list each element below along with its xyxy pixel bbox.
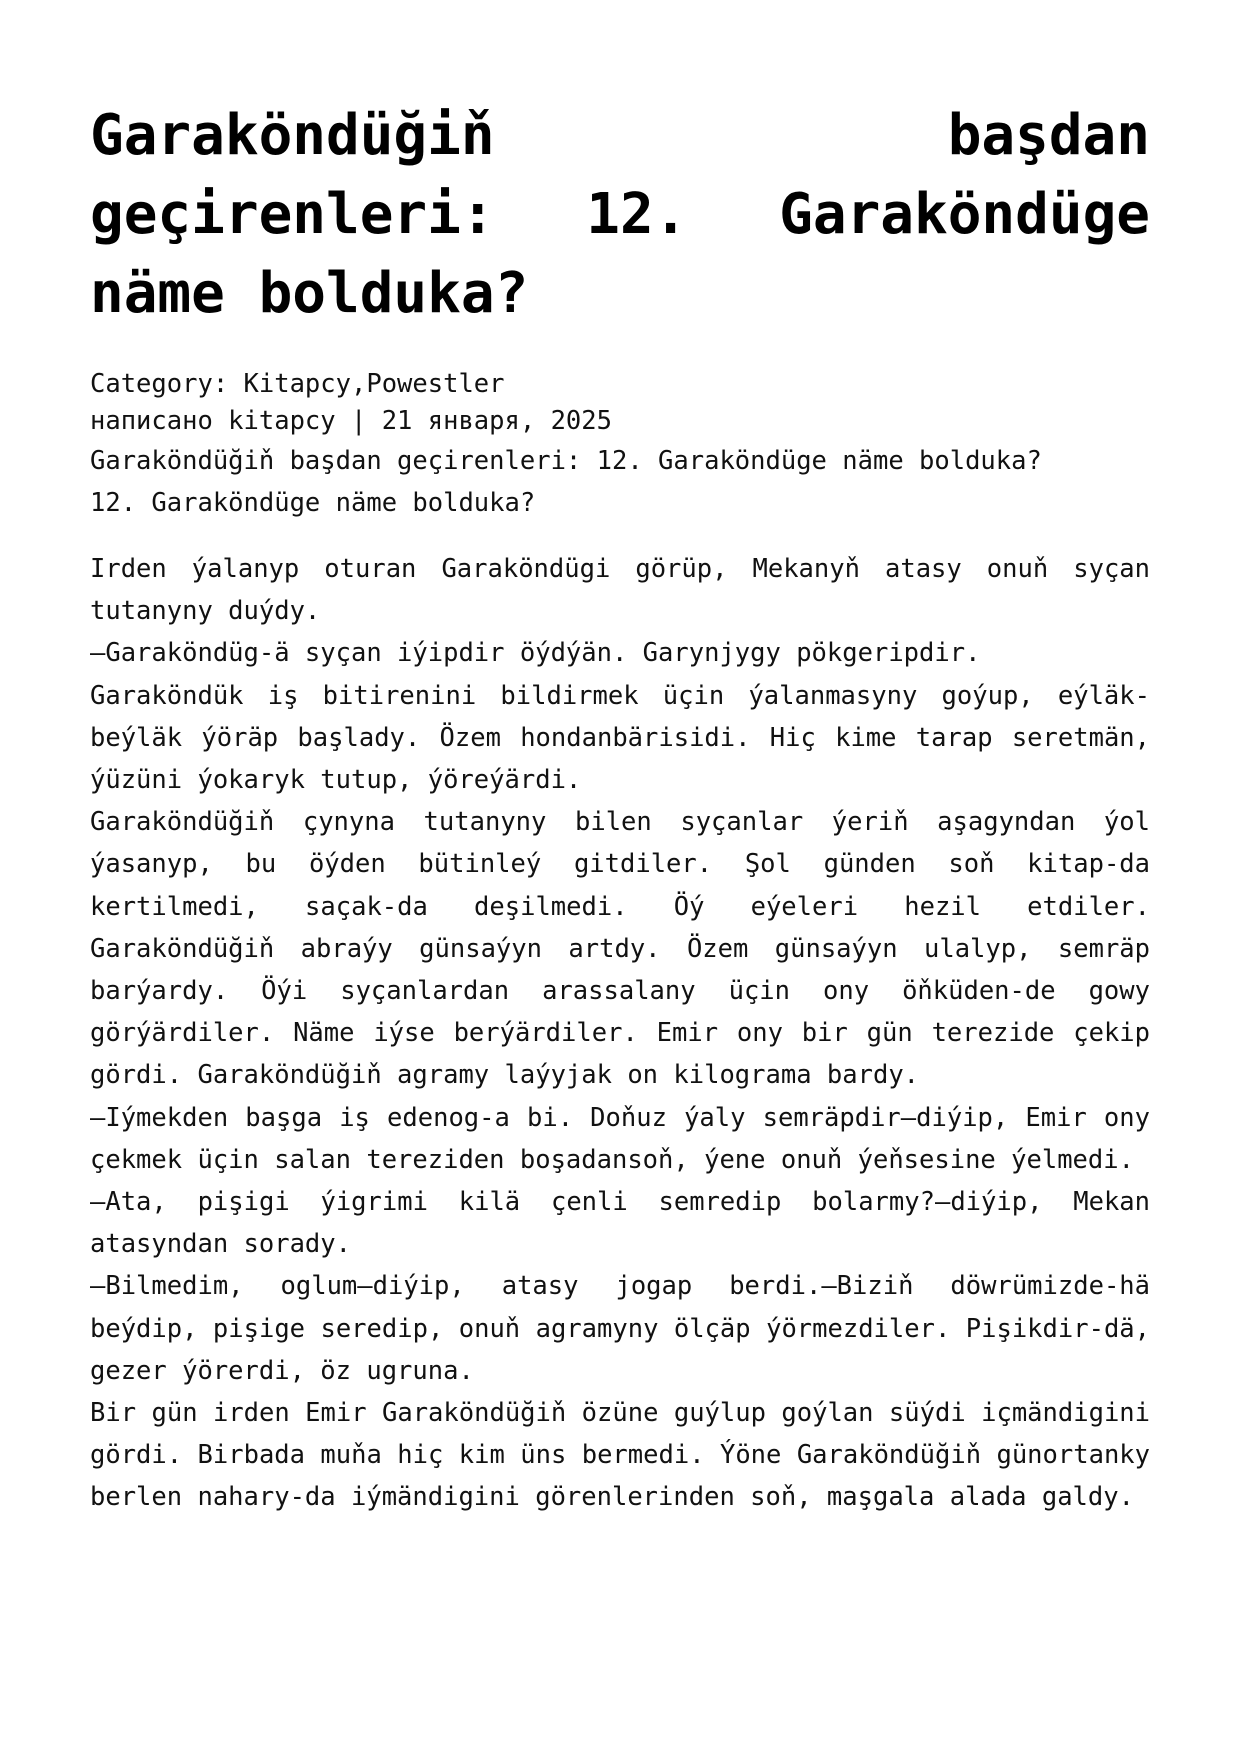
paragraph: Garaköndüğiň çynyna tutanyny bilen syçanlar ýeriň aşagyndan ýol ýasanyp, bu öýden bütinleý gitdiler. Şol günden soň kitap-da kertilmedi, saçak-da deşilmedi. Öý eýeleri hezil etdiler. Garaköndüğiň abraýy günsaýyn artdy. Özem günsaýyn ulalyp, semräp barýardy. Öýi syçanlardan arassalany üçin ony öňküden-de gowy görýärdiler. Näme iýse berýärdiler. Emir ony bir gün terezide çekip gördi. Garaköndüğiň agramy laýyjak on kilograma bardy. bbox=[90, 807, 1150, 1091]
subtitle-block bbox=[90, 440, 1150, 524]
article bbox=[90, 96, 1150, 1519]
article-body bbox=[90, 548, 1150, 1519]
paragraph: Garaköndük iş bitirenini bildirmek üçin ýalanmasyny goýup, eýläk-beýläk ýöräp başlady. Özem hondanbärisidi. Hiç kime tarap seretmän, ýüzüni ýokaryk tutup, ýöreýärdi. bbox=[90, 680, 1150, 796]
subtitle-full: Garaköndüğiň başdan geçirenleri: 12. Garaköndüge näme bolduka? bbox=[90, 446, 1042, 476]
paragraph: —Iýmekden başga iş edenog-a bi. Doňuz ýaly semräpdir—diýip, Emir ony çekmek üçin salan tereziden boşadansoň, ýene onuň ýeňsesine ýelmedi. bbox=[90, 1102, 1150, 1175]
paragraph: Bir gün irden Emir Garaköndüğiň özüne guýlup goýlan süýdi içmändigini gördi. Birbada muňa hiç kim üns bermedi. Ýöne Garaköndüğiň günortanky berlen nahary-da iýmändigini görenlerinden soň, maşgala alada galdy. bbox=[90, 1398, 1150, 1513]
article-title: Garaköndüğiň başdan geçirenleri: 12. Garaköndüge näme bolduka? bbox=[90, 103, 1150, 326]
subtitle-chapter: 12. Garaköndüge näme bolduka? bbox=[90, 488, 536, 518]
category-line: Category: Kitapcy,Powestler bbox=[90, 369, 505, 399]
paragraph: —Garaköndüg-ä syçan iýipdir öýdýän. Garynjygy pökgeripdir. bbox=[90, 638, 981, 669]
paragraph: —Bilmedim, oglum—diýip, atasy jogap berdi.—Biziň döwrümizde-hä beýdip, pişige seredip, onuň agramyny ölçäp ýörmezdiler. Pişikdir-dä, gezer ýörerdi, öz ugruna. bbox=[90, 1271, 1150, 1386]
paragraph: Irden ýalanyp oturan Garaköndügi görüp, Mekanyň atasy onuň syçan tutanyny duýdy. bbox=[90, 554, 1150, 627]
byline: написано kitapcy | 21 января, 2025 bbox=[90, 406, 612, 436]
article-meta bbox=[90, 366, 1150, 440]
paragraph: —Ata, pişigi ýigrimi kilä çenli semredip bolarmy?—diýip, Mekan atasyndan sorady. bbox=[90, 1187, 1150, 1260]
